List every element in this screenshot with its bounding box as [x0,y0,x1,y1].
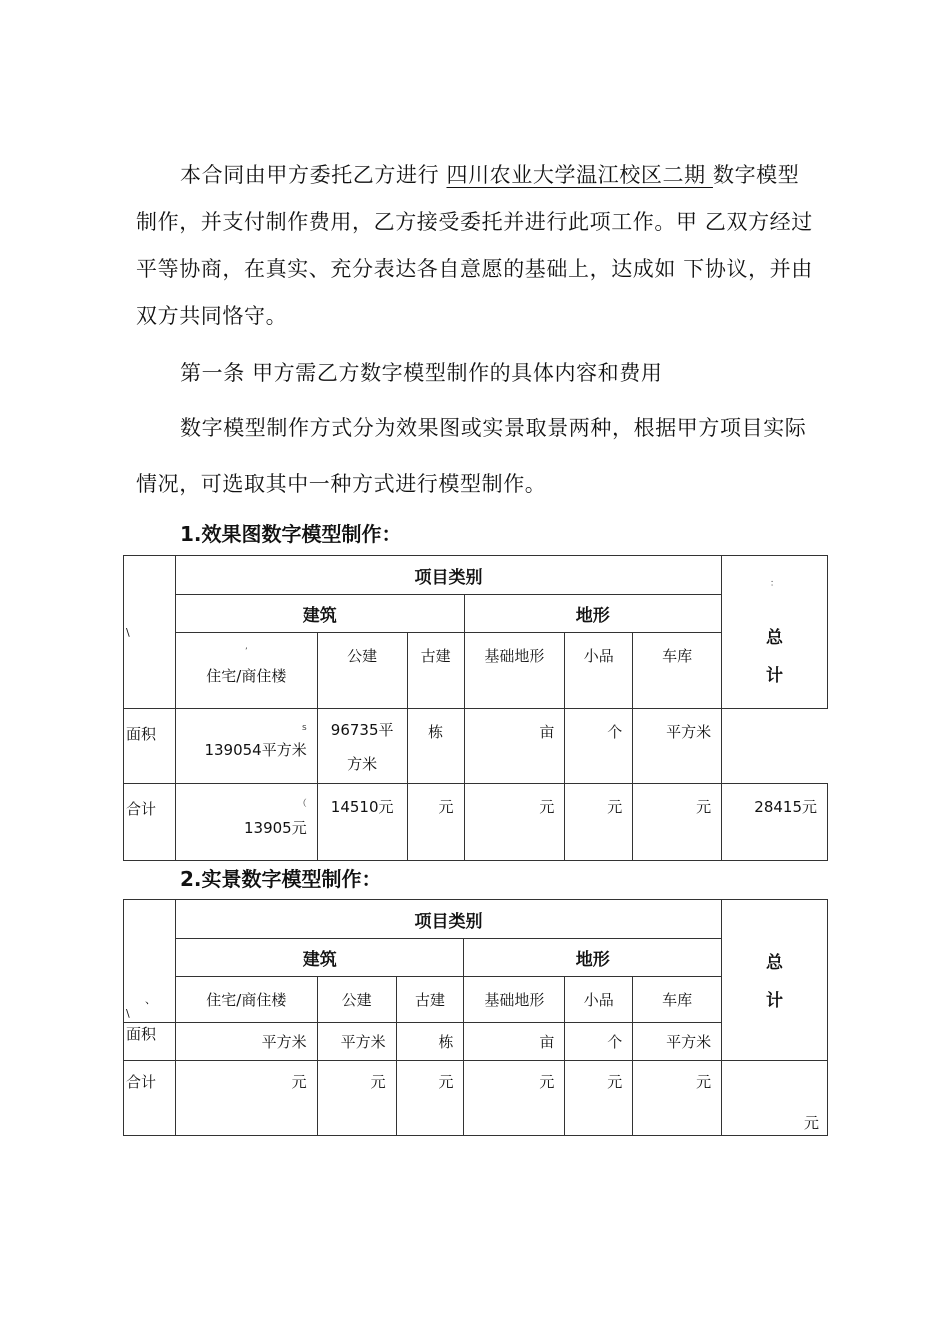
sum-base-terrain-2: 元 [464,1061,565,1136]
area-ancient-2: 栋 [396,1023,464,1061]
area-residential-2: 平方米 [175,1023,317,1061]
area-residential-value: 139054平方米 [204,741,307,759]
section-2-title: 2.实景数字模型制作： [180,867,382,891]
building-header: 建筑 [175,595,464,633]
corner-mark-1: 、 [144,993,156,1006]
realscene-model-table [123,899,828,1136]
sum-residential-2: 元 [175,1061,317,1136]
row-sum-label-2: 合计 [124,1061,176,1136]
col-public: 公建 [317,633,407,709]
col-garage: 车库 [633,633,722,709]
area-small: 个 [565,709,633,784]
col-base-terrain: 基础地形 [464,633,565,709]
project-name: 四川农业大学温江校区二期 [446,163,713,187]
total-label: 总 计 [766,628,784,686]
col-small-2: 小品 [565,977,633,1023]
area-base-terrain: 亩 [464,709,565,784]
col-residential [175,633,317,709]
sum-small-2: 元 [565,1061,633,1136]
col-residential-mark: ’ [244,647,248,657]
sum-ancient: 元 [407,784,464,861]
method-paragraph: 数字模型制作方式分为效果图或实景取景两种，根据甲方项目实际情况，可选取其中一种方式进行模型制作。 [136,416,807,496]
sum-base-terrain: 元 [464,784,565,861]
col-ancient: 古建 [407,633,464,709]
section-1-title: 1.效果图数字模型制作： [180,522,402,546]
corner-mark-2: \ [126,1007,130,1020]
total-header-2: 总 计 [722,900,828,1061]
intro-paragraph [136,152,816,340]
col-garage-2: 车库 [633,977,722,1023]
terrain-header: 地形 [464,595,722,633]
sum-residential-value: 13905元 [244,819,307,837]
area-ancient: 栋 [407,709,464,784]
sum-total-2: 元 [722,1061,828,1136]
row-area-label-2: 面积 [124,1023,176,1061]
row-area-label: 面积 [124,709,176,784]
sum-garage: 元 [633,784,722,861]
col-ancient-2: 古建 [396,977,464,1023]
col-residential-2: 住宅/商住楼 [175,977,317,1023]
area-public: 96735平 方米 [317,709,407,784]
sum-residential [175,784,317,861]
col-public-2: 公建 [317,977,396,1023]
sum-public-2: 元 [317,1061,396,1136]
sum-public: 14510元 [317,784,407,861]
article-1-heading: 第一条 甲方需乙方数字模型制作的具体内容和费用 [180,361,663,385]
intro-pre: 本合同由甲方委托乙方进行 [180,163,447,187]
total-header [722,556,828,709]
col-base-terrain-2: 基础地形 [464,977,565,1023]
area-small-2: 个 [565,1023,633,1061]
terrain-header-2: 地形 [464,939,722,977]
intro-post: 数字模型制作，并支付制作费用，乙方接受委托并进行此项工作。甲 乙双方经过平等协商，在真实、充分表达各自意愿的基础上，达成如 下协议，并由双方共同恪守。 [136,163,813,328]
sum-small: 元 [565,784,633,861]
col-small: 小品 [565,633,633,709]
area-residential-mark: s [302,723,307,733]
area-base-terrain-2: 亩 [464,1023,565,1061]
project-type-header-2: 项目类别 [175,900,721,939]
sum-ancient-2: 元 [396,1061,464,1136]
area-public-2: 平方米 [317,1023,396,1061]
sum-total: 28415元 [722,784,828,861]
sum-garage-2: 元 [633,1061,722,1136]
area-garage-2: 平方米 [633,1023,722,1061]
area-garage: 平方米 [633,709,722,784]
corner-cell-2 [124,900,176,1023]
effect-model-table [123,555,828,861]
sum-residential-mark: （ [297,799,307,809]
row-sum-label: 合计 [124,784,176,861]
corner-mark: \ [126,625,130,639]
building-header-2: 建筑 [175,939,464,977]
total-mark: ： [770,579,780,589]
project-type-header: 项目类别 [175,556,721,595]
col-residential-label: 住宅/商住楼 [206,667,287,685]
area-residential [175,709,317,784]
corner-cell [124,556,176,709]
